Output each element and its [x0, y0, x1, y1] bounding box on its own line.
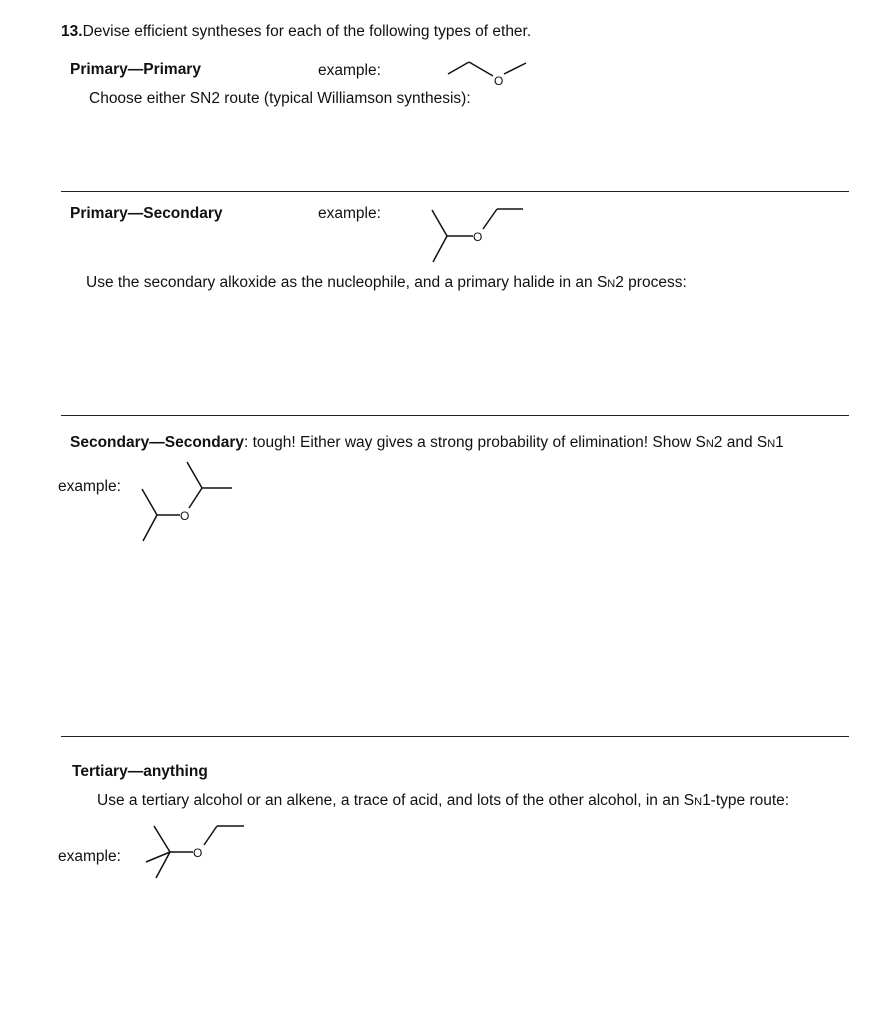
molecule-primary-primary: [440, 55, 535, 95]
bond: [156, 852, 170, 878]
bond: [448, 62, 469, 74]
question-header: [61, 24, 531, 40]
bond: [187, 462, 202, 488]
divider-2: [61, 415, 849, 416]
molecule-tertiary: [138, 818, 250, 883]
section-description-4: Use a tertiary alcohol or an alkene, a trace of acid, and lots of the other alcohol, in an SN1-type route:: [97, 792, 790, 809]
bond: [432, 210, 447, 236]
molecule-secondary-secondary: [135, 455, 240, 545]
bond: [504, 63, 526, 74]
bond: [143, 515, 157, 541]
section-description-2: Use the secondary alkoxide as the nucleophile, and a primary halide in an SN2 process:: [86, 274, 687, 291]
molecule-primary-secondary: [425, 200, 535, 270]
oxygen-atom-label: O: [494, 74, 504, 88]
question-prompt: Devise efficient syntheses for each of the following types of ether.: [82, 23, 532, 40]
example-label-1: example:: [318, 62, 381, 79]
oxygen-atom-label: O: [180, 509, 190, 523]
oxygen-atom-label: O: [193, 846, 203, 860]
section-title-primary-secondary: Primary—Secondary: [70, 205, 223, 222]
bond: [154, 826, 170, 852]
divider-3: [61, 736, 849, 737]
section-header-3: Secondary—Secondary: tough! Either way gives a strong probability of elimination! Show SN2 and SN1: [70, 434, 784, 451]
bond: [433, 236, 447, 262]
bond: [469, 62, 493, 76]
section-title-tertiary-anything: Tertiary—anything: [72, 763, 208, 780]
section-title-primary-primary: Primary—Primary: [70, 61, 201, 78]
divider-1: [61, 191, 849, 192]
oxygen-atom-label: O: [473, 230, 483, 244]
section-title-secondary-secondary: Secondary—Secondary: [70, 434, 245, 451]
bond: [146, 852, 170, 862]
bond: [189, 488, 202, 508]
bond: [483, 209, 497, 229]
example-label-4: example:: [58, 848, 121, 865]
bond: [204, 826, 217, 845]
example-label-3: example:: [58, 478, 121, 495]
question-number: 13.: [61, 23, 83, 40]
example-label-2: example:: [318, 205, 381, 222]
bond: [142, 489, 157, 515]
section-description-1: Choose either SN2 route (typical Williamson synthesis):: [89, 90, 471, 107]
